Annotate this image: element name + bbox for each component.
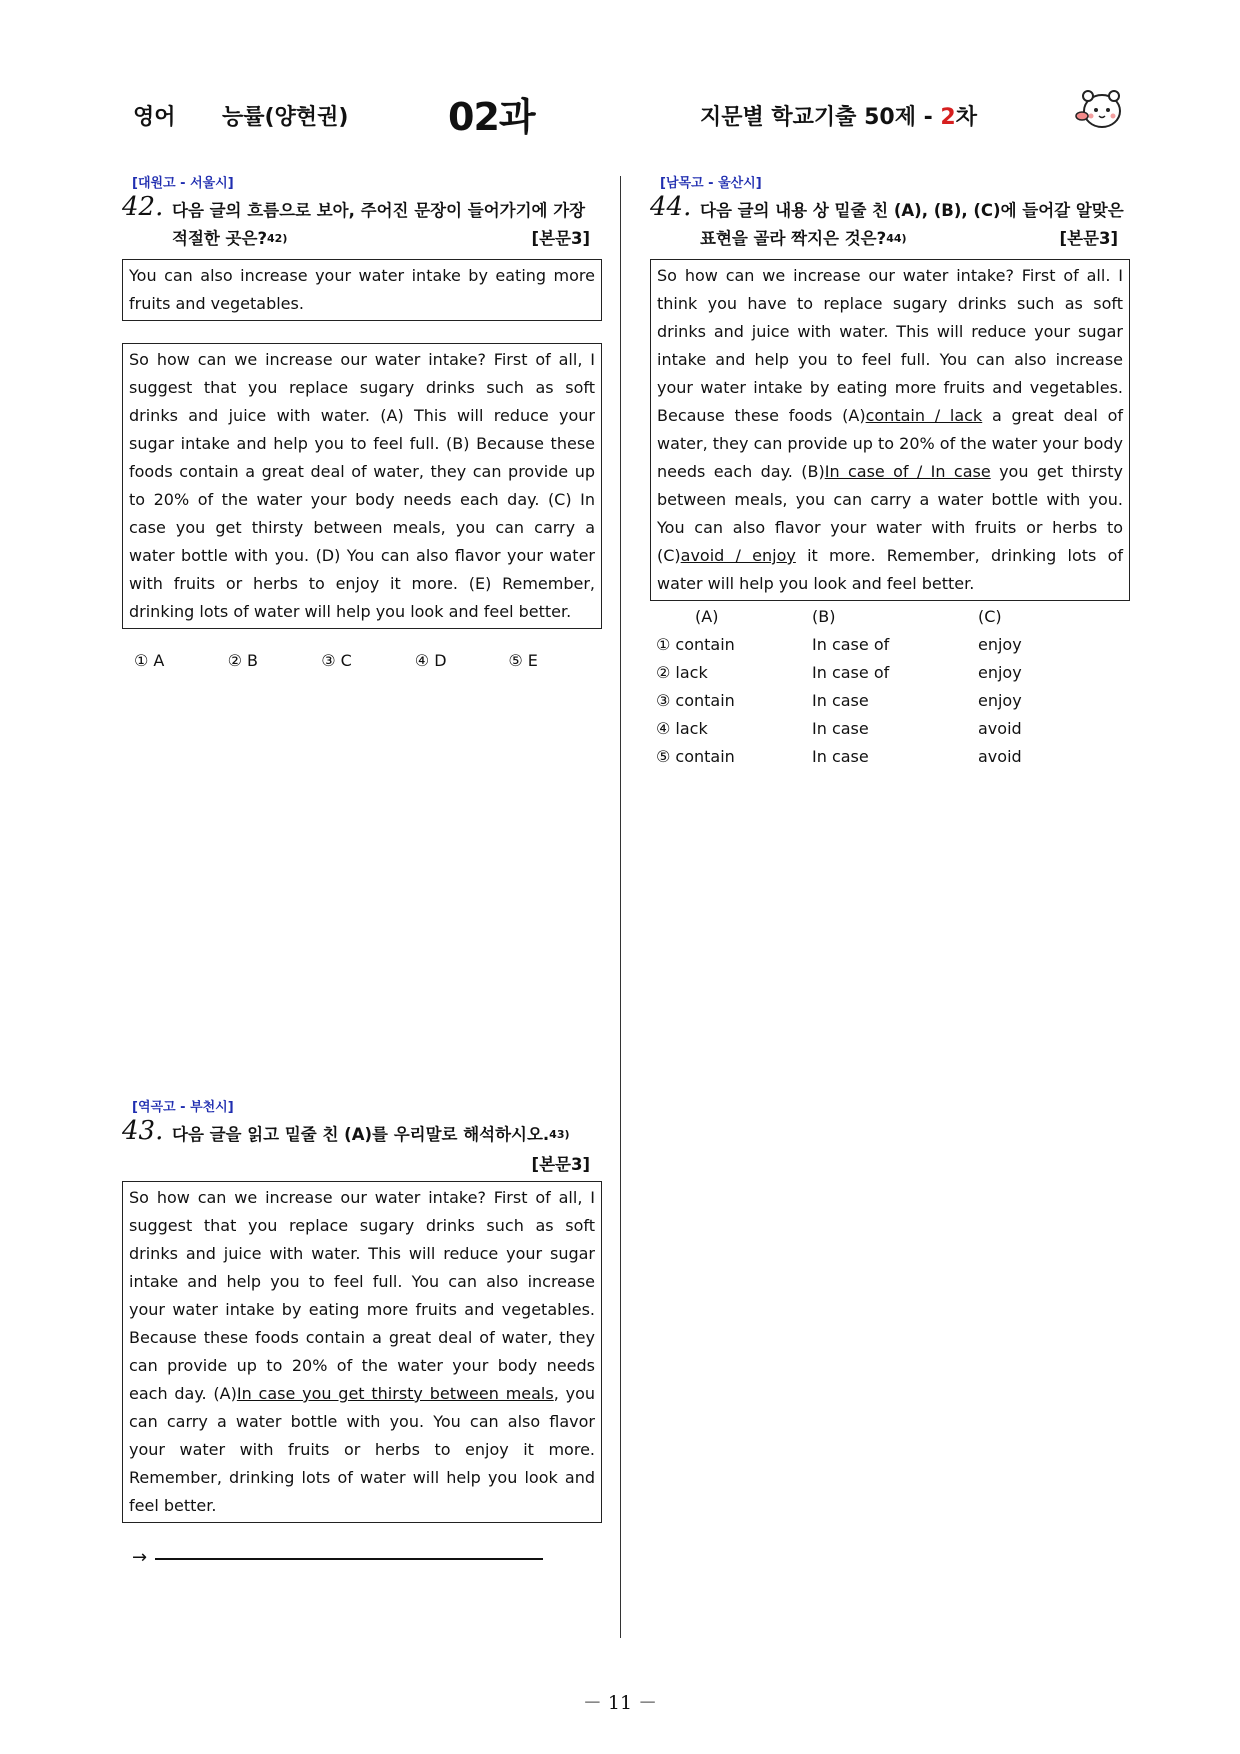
q42-option[interactable]: ④ D bbox=[414, 651, 447, 670]
option-cell: ⑤ contain bbox=[656, 747, 735, 766]
q44-underlined-b: In case of / In case bbox=[824, 462, 991, 481]
q44-passage-part: a great deal of water, they can provide up to 20% of the water your body needs each day. (B) bbox=[657, 406, 1124, 481]
q43-source: [역곡고 - 부천시] bbox=[132, 1100, 234, 1115]
q44-ref: 44) bbox=[886, 232, 907, 245]
q43-heading bbox=[122, 1116, 602, 1149]
column-header-b: (B) bbox=[812, 607, 836, 626]
q44-question: 다음 글의 내용 상 밑줄 친 (A), (B), (C)에 들어갈 알맞은 표현을 골라 짝지은 것은? bbox=[700, 201, 1124, 248]
option-cell: avoid bbox=[978, 719, 1022, 738]
q42-number: 42. bbox=[122, 192, 164, 222]
option-cell: ④ lack bbox=[656, 719, 708, 738]
column-header-c: (C) bbox=[978, 607, 1002, 626]
q43-ref: 43) bbox=[549, 1128, 570, 1141]
q42-option[interactable]: ① A bbox=[134, 651, 165, 670]
option-cell: In case of bbox=[812, 663, 890, 682]
q44-heading bbox=[650, 192, 1130, 253]
question-42 bbox=[122, 172, 602, 670]
textbook-label: 능률(양현권) bbox=[222, 105, 349, 130]
q44-source: [남목고 - 울산시] bbox=[660, 176, 762, 191]
q44-passage-part: it more. Remember, drinking lots of water will help you look and feel better. bbox=[657, 546, 1123, 593]
arrow-icon: → bbox=[132, 1547, 148, 1568]
q42-tag: [본문3] bbox=[531, 229, 590, 248]
option-cell: In case bbox=[812, 747, 869, 766]
question-43 bbox=[122, 1096, 602, 1568]
mascot-icon bbox=[1074, 86, 1126, 134]
title-suffix: 차 bbox=[955, 105, 977, 130]
title-prefix: 지문별 학교기출 50제 - bbox=[700, 105, 941, 130]
q42-given-sentence: You can also increase your water intake by eating more fruits and vegetables. bbox=[122, 259, 602, 321]
q42-option[interactable]: ③ C bbox=[321, 651, 352, 670]
option-cell: In case bbox=[812, 719, 869, 738]
q44-options-table bbox=[650, 603, 1130, 771]
q43-answer-line[interactable] bbox=[122, 1547, 602, 1568]
q44-option-row[interactable] bbox=[650, 743, 1130, 771]
q44-tag: [본문3] bbox=[1059, 229, 1118, 248]
answer-blank[interactable] bbox=[155, 1556, 543, 1560]
column-divider bbox=[620, 176, 621, 1638]
q42-heading bbox=[122, 192, 602, 253]
worksheet-title bbox=[700, 100, 977, 131]
q44-number: 44. bbox=[650, 192, 692, 222]
q42-option[interactable]: ⑤ E bbox=[508, 651, 538, 670]
question-44 bbox=[650, 172, 1130, 771]
subject-label: 영어 bbox=[133, 105, 176, 130]
page-number: － 11 － bbox=[582, 1692, 658, 1714]
q43-underlined-a: In case you get thirsty between meals bbox=[236, 1384, 554, 1403]
option-cell: ② lack bbox=[656, 663, 708, 682]
page-header bbox=[0, 80, 1240, 140]
option-cell: In case of bbox=[812, 635, 890, 654]
q44-underlined-a: contain / lack bbox=[865, 406, 983, 425]
q43-question: 다음 글을 읽고 밑줄 친 (A)를 우리말로 해석하시오. bbox=[172, 1125, 550, 1144]
q43-passage bbox=[122, 1181, 602, 1523]
q43-passage-after: , you can carry a water bottle with you. You can also flavor your water with fruits or herbs to enjoy it more. Remember, drinking lots of water will help you look and feel better. bbox=[129, 1384, 596, 1515]
q44-option-row[interactable] bbox=[650, 659, 1130, 687]
q44-option-row[interactable] bbox=[650, 631, 1130, 659]
q42-passage: So how can we increase our water intake? First of all, I suggest that you replace sugary drinks such as soft drinks and juice with water. (A) This will reduce your sugar intake and help you to feel full. (B) Because these foods contain a great deal of water, they can provide up to 20% of the water your body needs each day. (C) In case you get thirsty between meals, you can carry a water bottle with you. (D) You can also flavor your water with fruits or herbs to enjoy it more. (E) Remember, drinking lots of water will help you look and feel better. bbox=[122, 343, 602, 629]
q44-passage-part: you get thirsty between meals, you can carry a water bottle with you. You can also flavor your water with fruits or herbs to (C) bbox=[657, 462, 1124, 565]
q43-number: 43. bbox=[122, 1116, 164, 1146]
column-header-a: (A) bbox=[695, 607, 719, 626]
option-cell: enjoy bbox=[978, 635, 1022, 654]
q44-options-header bbox=[650, 603, 1130, 631]
title-round: 2 bbox=[940, 105, 956, 130]
lesson-label: 02과 bbox=[448, 95, 535, 139]
q44-passage bbox=[650, 259, 1130, 601]
q42-options bbox=[122, 651, 602, 670]
q44-option-row[interactable] bbox=[650, 715, 1130, 743]
q44-passage-part: So how can we increase our water intake? First of all. I think you have to replace sugary drinks such as soft drinks and juice with water. This will reduce your sugar intake and help you to feel full. You can also increase your water intake by eating more fruits and vegetables. Because these foods (A) bbox=[657, 266, 1123, 425]
option-cell: ① contain bbox=[656, 635, 735, 654]
q42-question: 다음 글의 흐름으로 보아, 주어진 문장이 들어가기에 가장 적절한 곳은? bbox=[172, 201, 586, 248]
q43-passage-before: So how can we increase our water intake? First of all, I suggest that you replace sugary drinks such as soft drinks and juice with water. This will reduce your sugar intake and help you to feel full. You can also increase your water intake by eating more fruits and vegetables. Because these foods contain a great deal of water, they can provide up to 20% of the water your body needs each day. (A) bbox=[129, 1188, 595, 1403]
q42-source: [대원고 - 서울시] bbox=[132, 176, 234, 191]
option-cell: ③ contain bbox=[656, 691, 735, 710]
q42-ref: 42) bbox=[267, 232, 288, 245]
q44-underlined-c: avoid / enjoy bbox=[680, 546, 796, 565]
option-cell: enjoy bbox=[978, 691, 1022, 710]
option-cell: avoid bbox=[978, 747, 1022, 766]
option-cell: enjoy bbox=[978, 663, 1022, 682]
option-cell: In case bbox=[812, 691, 869, 710]
q42-option[interactable]: ② B bbox=[227, 651, 258, 670]
q43-tag: [본문3] bbox=[531, 1155, 590, 1174]
q44-option-row[interactable] bbox=[650, 687, 1130, 715]
